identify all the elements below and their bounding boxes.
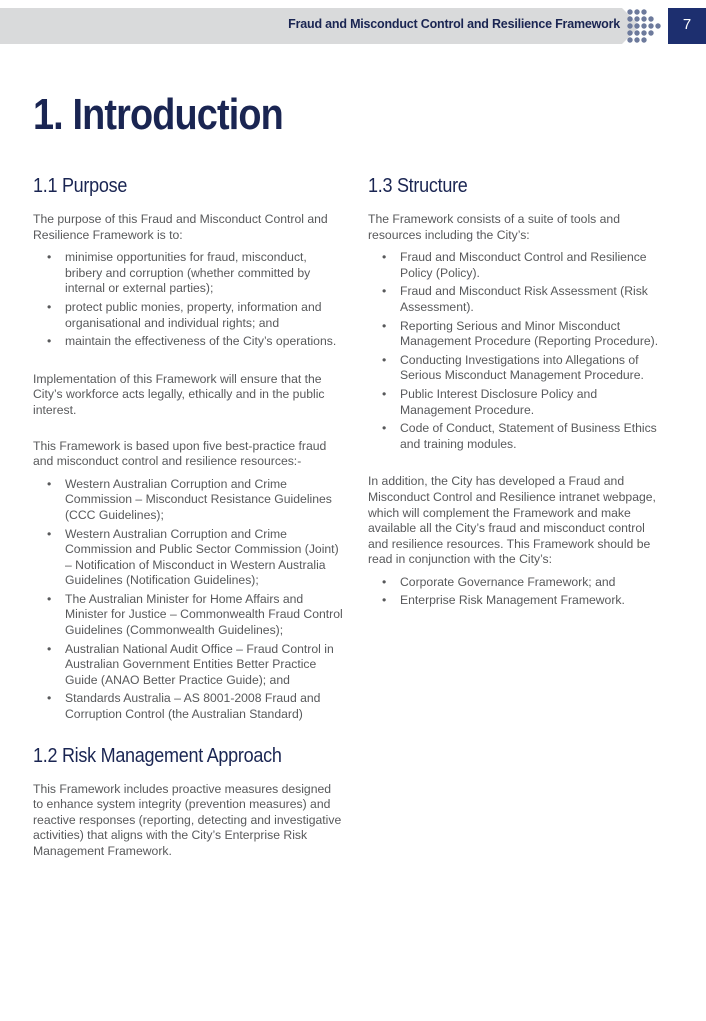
list-item: • Enterprise Risk Management Framework.: [368, 593, 668, 609]
purpose-intro: The purpose of this Fraud and Misconduct Control and Resilience Framework is to:: [33, 212, 328, 242]
dot: [655, 23, 660, 28]
related-frameworks-list: [368, 575, 668, 609]
dot: [648, 30, 653, 35]
list-item: • protect public monies, property, information and organisational and individual rights; and: [33, 300, 343, 331]
structure-intro: The Framework consists of a suite of tools and resources including the City’s:: [368, 212, 620, 242]
tools-bullet-list: [368, 250, 668, 452]
dot-grid-arrow-icon: [626, 8, 668, 44]
list-item: • Fraud and Misconduct Control and Resilience Policy (Policy).: [368, 250, 668, 281]
right-column: [368, 175, 668, 624]
dot: [634, 23, 639, 28]
dot: [634, 16, 639, 21]
dot: [627, 9, 632, 14]
dot: [627, 16, 632, 21]
purpose-heading: 1.1 Purpose: [33, 175, 128, 197]
dot: [641, 30, 646, 35]
purpose-bullet-list: [33, 250, 343, 350]
page-header: [0, 8, 706, 44]
list-item: • Public Interest Disclosure Policy and Management Procedure.: [368, 387, 668, 418]
dot: [641, 37, 646, 42]
resources-bullet-list: [33, 477, 343, 723]
list-item: • Fraud and Misconduct Risk Assessment (Risk Assessment).: [368, 284, 668, 315]
dot: [648, 16, 653, 21]
left-column: [33, 175, 343, 875]
list-item: • Western Australian Corruption and Crime Commission and Public Sector Commission (Joint) – Notification of Misconduct in Western Australia Guidelines (Notification Guidelines);: [33, 527, 343, 589]
dot: [641, 16, 646, 21]
dot: [627, 37, 632, 42]
resources-intro: This Framework is based upon five best-practice fraud and misconduct control and resilience resources:-: [33, 438, 327, 469]
list-item: • Conducting Investigations into Allegations of Serious Misconduct Management Procedure.: [368, 353, 668, 384]
list-item: • minimise opportunities for fraud, misconduct, bribery and corruption (whether committed by internal or external parties);: [33, 250, 343, 297]
list-item: • Reporting Serious and Minor Misconduct Management Procedure (Reporting Procedure).: [368, 319, 668, 350]
risk-paragraph: This Framework includes proactive measures designed to enhance system integrity (prevention measures) and reactive responses (reporting, detecting and investigative activities) that aligns with the City’s Enterprise Risk Management Framework.: [33, 781, 342, 858]
document-title: Fraud and Misconduct Control and Resilience Framework: [288, 17, 620, 31]
list-item: • maintain the effectiveness of the City’s operations.: [33, 334, 343, 350]
dot: [634, 9, 639, 14]
page-number: 7: [682, 16, 692, 33]
list-item: • Western Australian Corruption and Crime Commission – Misconduct Resistance Guidelines (CCC Guidelines);: [33, 477, 343, 524]
list-item: • Standards Australia – AS 8001-2008 Fraud and Corruption Control (the Australian Standard): [33, 691, 343, 722]
page-title: 1. Introduction: [33, 90, 283, 139]
structure-paragraph: In addition, the City has developed a Fraud and Misconduct Control and Resilience intranet webpage, which will complement the Framework and make available all the City’s fraud and misconduct control and resilience resources. This Framework should be read in conjunction with the City’s:: [368, 474, 656, 567]
list-item: • Australian National Audit Office – Fraud Control in Australian Government Entities Better Practice Guide (ANAO Better Practice Guide); and: [33, 642, 343, 689]
dot: [627, 23, 632, 28]
dot: [648, 23, 653, 28]
dot: [641, 9, 646, 14]
dot: [627, 30, 632, 35]
list-item: • Corporate Governance Framework; and: [368, 575, 668, 591]
dot: [634, 30, 639, 35]
list-item: • Code of Conduct, Statement of Business Ethics and training modules.: [368, 421, 668, 452]
structure-heading: 1.3 Structure: [368, 175, 468, 197]
dot: [634, 37, 639, 42]
purpose-paragraph: Implementation of this Framework will ensure that the City’s workforce acts legally, ethically and in the public interest.: [33, 371, 325, 417]
dot: [641, 23, 646, 28]
page-number-box: [668, 8, 706, 44]
risk-heading: 1.2 Risk Management Approach: [33, 744, 282, 767]
list-item: • The Australian Minister for Home Affairs and Minister for Justice – Commonwealth Fraud Control Guidelines (Commonwealth Guidelines);: [33, 592, 343, 639]
